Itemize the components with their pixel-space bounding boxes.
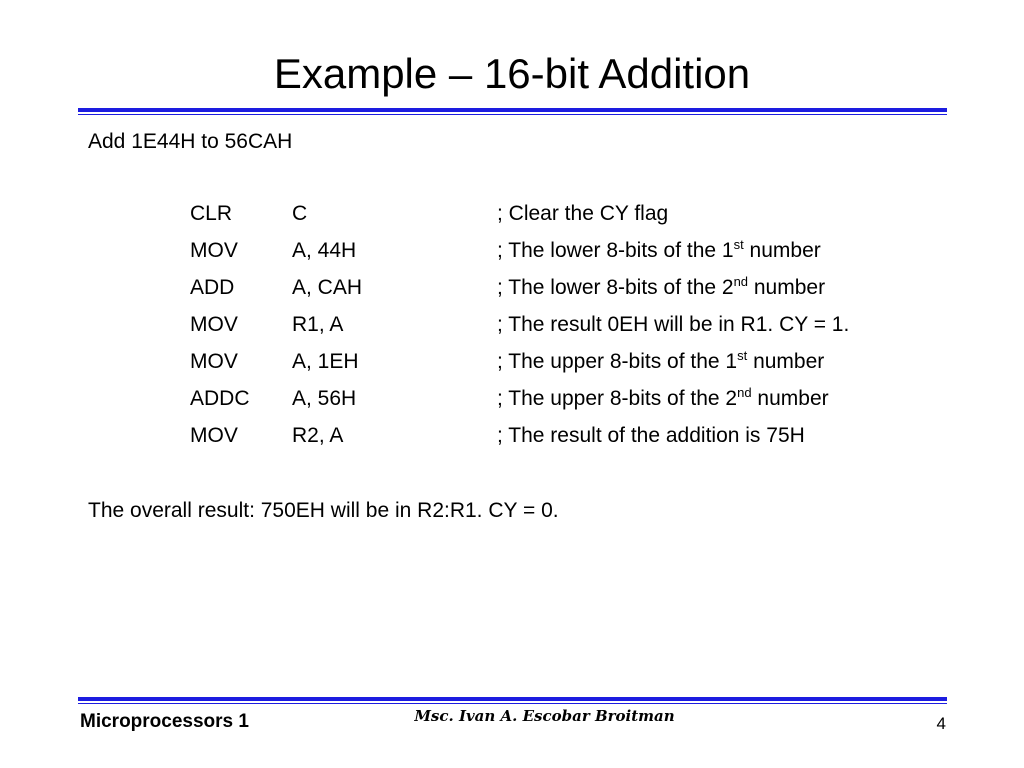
instruction-comment — [497, 310, 849, 340]
instruction-mnemonic: MOV — [190, 313, 238, 336]
instruction-comment — [497, 347, 824, 377]
comment-text: ; The lower 8-bits of the 1 — [497, 239, 734, 262]
instruction-mnemonic: ADDC — [190, 387, 250, 410]
slide-title: Example – 16-bit Addition — [273, 50, 751, 97]
instruction-comment — [497, 421, 805, 451]
instruction-operand: C — [292, 202, 308, 225]
comment-text: ; Clear the CY flag — [497, 202, 669, 225]
instruction-comment — [497, 199, 668, 229]
instruction-mnemonic: MOV — [190, 350, 238, 373]
ordinal-suffix: st — [737, 348, 748, 363]
comment-text: ; The lower 8-bits of the 2 — [497, 276, 734, 299]
instruction-operand: A, 44H — [292, 239, 357, 262]
divider-thin-line — [78, 703, 947, 704]
title-divider — [78, 108, 947, 115]
instruction-operand: A, CAH — [292, 276, 363, 299]
comment-text: ; The result 0EH will be in R1. CY = 1. — [497, 313, 850, 336]
ordinal-suffix: nd — [737, 385, 752, 400]
comment-text-after: number — [751, 387, 829, 410]
comment-text: ; The upper 8-bits of the 1 — [497, 350, 738, 373]
instruction-comment — [497, 236, 821, 266]
instruction-operand: R2, A — [292, 424, 344, 447]
footer-course-name: Microprocessors 1 — [80, 711, 249, 732]
instruction-operand: R1, A — [292, 313, 344, 336]
comment-text-after: number — [747, 350, 825, 373]
instruction-operand: A, 1EH — [292, 350, 359, 373]
instruction-mnemonic: ADD — [190, 276, 235, 299]
comment-text-after: number — [748, 276, 826, 299]
instruction-comment — [497, 384, 829, 414]
page-number: 4 — [936, 714, 946, 733]
divider-thin-line — [78, 114, 947, 115]
ordinal-suffix: nd — [733, 274, 749, 289]
footer-author: Msc. Ivan A. Escobar Broitman — [414, 707, 675, 725]
instruction-mnemonic: CLR — [190, 202, 233, 225]
comment-text-after: number — [743, 239, 821, 262]
comment-text: ; The upper 8-bits of the 2 — [497, 387, 738, 410]
overall-result: The overall result: 750EH will be in R2:R1. CY = 0. — [88, 499, 559, 522]
instruction-mnemonic: MOV — [190, 239, 238, 262]
instruction-operand: A, 56H — [292, 387, 357, 410]
comment-text: ; The result of the addition is 75H — [497, 424, 805, 447]
instruction-mnemonic: MOV — [190, 424, 238, 447]
footer-divider — [78, 697, 947, 704]
ordinal-suffix: st — [733, 237, 744, 252]
instruction-comment — [497, 273, 825, 303]
problem-statement: Add 1E44H to 56CAH — [88, 130, 293, 153]
